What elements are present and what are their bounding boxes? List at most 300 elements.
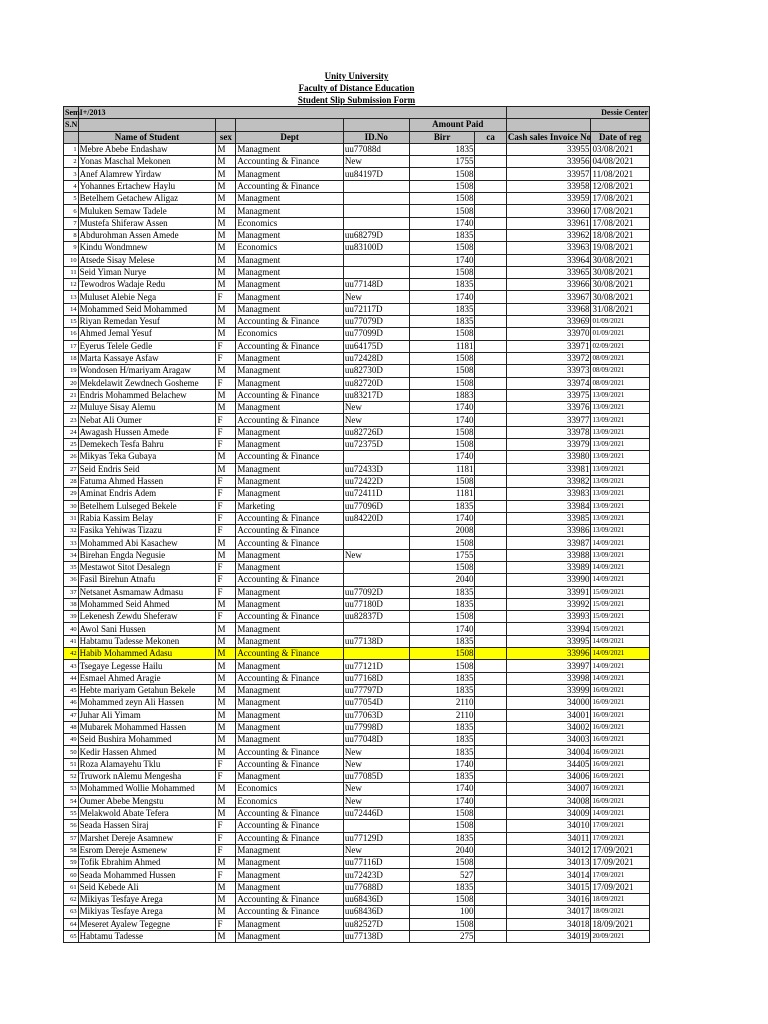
cell-sex: M xyxy=(216,156,236,168)
cell-birr: 1835 xyxy=(409,832,475,844)
cell-invoice: 33999 xyxy=(506,684,591,696)
cell-date: 17/09/2021 xyxy=(591,832,650,844)
table-row xyxy=(64,918,650,930)
cell-dept: Economics xyxy=(236,328,344,340)
cell-invoice: 33986 xyxy=(506,525,591,537)
cell-invoice: 33962 xyxy=(506,229,591,241)
cell-date: 13/09/2021 xyxy=(591,512,650,524)
cell-birr: 1835 xyxy=(409,684,475,696)
cell-sn: 56 xyxy=(64,820,79,832)
cell-ca xyxy=(475,894,506,906)
table-row xyxy=(64,881,650,893)
table-row xyxy=(64,242,650,254)
cell-date: 14/09/2021 xyxy=(591,672,650,684)
cell-name: Roza Alamayehu Tklu xyxy=(78,758,216,770)
cell-birr: 1508 xyxy=(409,857,475,869)
cell-birr: 2008 xyxy=(409,525,475,537)
cell-sn: 4 xyxy=(64,180,79,192)
cell-ca xyxy=(475,561,506,573)
cell-dept: Managment xyxy=(236,586,344,598)
cell-birr: 1740 xyxy=(409,512,475,524)
cell-dept: Managment xyxy=(236,844,344,856)
cell-name: Marshet Dereje Asamnew xyxy=(78,832,216,844)
cell-sn: 2 xyxy=(64,156,79,168)
cell-dept: Managment xyxy=(236,697,344,709)
table-row xyxy=(64,180,650,192)
cell-sex: M xyxy=(216,906,236,918)
cell-sex: M xyxy=(216,328,236,340)
cell-birr: 1740 xyxy=(409,217,475,229)
cell-invoice: 33979 xyxy=(506,439,591,451)
cell-sex: M xyxy=(216,279,236,291)
table-row xyxy=(64,906,650,918)
cell-name: Netsanet Asmamaw Admasu xyxy=(78,586,216,598)
cell-name: Anef Alamrew Yirdaw xyxy=(78,168,216,180)
cell-id: uu77688D xyxy=(343,881,409,893)
cell-date: 17/09/2021 xyxy=(591,881,650,893)
cell-dept: Managment xyxy=(236,734,344,746)
cell-invoice: 34013 xyxy=(506,857,591,869)
cell-invoice: 33976 xyxy=(506,402,591,414)
table-row xyxy=(64,340,650,352)
cell-birr: 1508 xyxy=(409,377,475,389)
table-row xyxy=(64,525,650,537)
table-row xyxy=(64,807,650,819)
cell-name: Mikiyas Tesfaye Arega xyxy=(78,906,216,918)
cell-ca xyxy=(475,512,506,524)
cell-id: uu83217D xyxy=(343,389,409,401)
sem-value: I+/2013 xyxy=(78,107,506,119)
cell-dept: Managment xyxy=(236,168,344,180)
cell-id: New xyxy=(343,549,409,561)
cell-sn: 33 xyxy=(64,537,79,549)
cell-dept: Accounting & Finance xyxy=(236,414,344,426)
cell-ca xyxy=(475,709,506,721)
table-body xyxy=(64,143,650,942)
cell-id: uu77129D xyxy=(343,832,409,844)
cell-id: uu77092D xyxy=(343,586,409,598)
cell-ca xyxy=(475,439,506,451)
cell-birr: 1508 xyxy=(409,193,475,205)
cell-name: Mubarek Mohammed Hassen xyxy=(78,721,216,733)
table-row xyxy=(64,266,650,278)
cell-id: uu68436D xyxy=(343,894,409,906)
cell-invoice: 34001 xyxy=(506,709,591,721)
cell-sn: 41 xyxy=(64,635,79,647)
cell-date: 18/09/2021 xyxy=(591,918,650,930)
cell-sn: 58 xyxy=(64,844,79,856)
cell-name: Yohannes Ertachew Haylu xyxy=(78,180,216,192)
cell-sex: M xyxy=(216,537,236,549)
cell-sn: 13 xyxy=(64,291,79,303)
cell-ca xyxy=(475,832,506,844)
cell-sn: 27 xyxy=(64,463,79,475)
cell-sn: 18 xyxy=(64,352,79,364)
cell-sex: M xyxy=(216,205,236,217)
cell-birr: 1508 xyxy=(409,242,475,254)
table-row xyxy=(64,475,650,487)
cell-id: New xyxy=(343,746,409,758)
cell-id: uu68279D xyxy=(343,229,409,241)
cell-dept: Managment xyxy=(236,869,344,881)
table-row xyxy=(64,414,650,426)
cell-date: 30/08/2021 xyxy=(591,291,650,303)
cell-date: 18/09/2021 xyxy=(591,894,650,906)
cell-ca xyxy=(475,807,506,819)
cell-date: 14/09/2021 xyxy=(591,648,650,660)
cell-id: New xyxy=(343,795,409,807)
cell-sn: 21 xyxy=(64,389,79,401)
form-title: Student Slip Submission Form xyxy=(297,95,416,105)
cell-dept: Accounting & Finance xyxy=(236,180,344,192)
cell-name: Habtamu Tadesse xyxy=(78,930,216,942)
table-row xyxy=(64,463,650,475)
cell-date: 14/09/2021 xyxy=(591,635,650,647)
cell-date: 16/09/2021 xyxy=(591,795,650,807)
cell-date: 02/09/2021 xyxy=(591,340,650,352)
cell-invoice: 33982 xyxy=(506,475,591,487)
cell-date: 14/09/2021 xyxy=(591,537,650,549)
table-row xyxy=(64,451,650,463)
cell-id: uu77121D xyxy=(343,660,409,672)
cell-id: uu77148D xyxy=(343,279,409,291)
table-row xyxy=(64,820,650,832)
table-row xyxy=(64,205,650,217)
cell-ca xyxy=(475,857,506,869)
cell-sn: 14 xyxy=(64,303,79,315)
table-row xyxy=(64,746,650,758)
cell-name: Seid Yiman Nurye xyxy=(78,266,216,278)
university-name: Unity University xyxy=(324,71,389,81)
cell-dept: Economics xyxy=(236,795,344,807)
cell-date: 16/09/2021 xyxy=(591,783,650,795)
cell-date: 03/08/2021 xyxy=(591,143,650,155)
cell-invoice: 34000 xyxy=(506,697,591,709)
cell-sex: M xyxy=(216,648,236,660)
cell-birr: 2110 xyxy=(409,709,475,721)
cell-sn: 29 xyxy=(64,488,79,500)
cell-date: 13/09/2021 xyxy=(591,463,650,475)
cell-id: uu82730D xyxy=(343,365,409,377)
table-row xyxy=(64,303,650,315)
cell-date: 17/08/2021 xyxy=(591,217,650,229)
table-row xyxy=(64,316,650,328)
cell-dept: Managment xyxy=(236,930,344,942)
cell-name: Oumer Abebe Mengstu xyxy=(78,795,216,807)
cell-id: uu72423D xyxy=(343,869,409,881)
cell-invoice: 33994 xyxy=(506,623,591,635)
cell-birr: 1835 xyxy=(409,734,475,746)
birr-header: Birr xyxy=(409,131,475,143)
cell-invoice: 33988 xyxy=(506,549,591,561)
cell-sex: F xyxy=(216,291,236,303)
cell-ca xyxy=(475,488,506,500)
cell-dept: Managment xyxy=(236,229,344,241)
cell-invoice: 33981 xyxy=(506,463,591,475)
cell-id: New xyxy=(343,156,409,168)
cell-dept: Managment xyxy=(236,709,344,721)
cell-birr: 1835 xyxy=(409,143,475,155)
cell-sex: F xyxy=(216,758,236,770)
cell-date: 01/09/2021 xyxy=(591,328,650,340)
cell-ca xyxy=(475,389,506,401)
cell-name: Nebat Ali Oumer xyxy=(78,414,216,426)
cell-date: 30/08/2021 xyxy=(591,266,650,278)
cell-ca xyxy=(475,758,506,770)
cell-sex: F xyxy=(216,574,236,586)
cell-name: Juhar Ali Yimam xyxy=(78,709,216,721)
cell-birr: 1508 xyxy=(409,918,475,930)
cell-dept: Managment xyxy=(236,377,344,389)
cell-dept: Accounting & Finance xyxy=(236,340,344,352)
cell-name: Riyan Remedan Yesuf xyxy=(78,316,216,328)
cell-sex: M xyxy=(216,266,236,278)
cell-name: Tofik Ebrahim Ahmed xyxy=(78,857,216,869)
cell-date: 13/09/2021 xyxy=(591,500,650,512)
cell-date: 17/09/2021 xyxy=(591,869,650,881)
cell-ca xyxy=(475,623,506,635)
cell-sex: M xyxy=(216,463,236,475)
cell-id xyxy=(343,648,409,660)
cell-id: uu77048D xyxy=(343,734,409,746)
cell-id: uu72411D xyxy=(343,488,409,500)
cell-dept: Managment xyxy=(236,857,344,869)
cell-dept: Managment xyxy=(236,549,344,561)
cell-date: 15/09/2021 xyxy=(591,598,650,610)
cell-invoice: 33983 xyxy=(506,488,591,500)
cell-invoice: 34008 xyxy=(506,795,591,807)
cell-name: Mohammed Seid Mohammed xyxy=(78,303,216,315)
cell-birr: 1835 xyxy=(409,881,475,893)
cell-ca xyxy=(475,205,506,217)
cell-birr: 1508 xyxy=(409,352,475,364)
table-row xyxy=(64,439,650,451)
cell-invoice: 34017 xyxy=(506,906,591,918)
cell-dept: Managment xyxy=(236,635,344,647)
table-row xyxy=(64,771,650,783)
cell-ca xyxy=(475,611,506,623)
cell-id: New xyxy=(343,402,409,414)
header-row-1 xyxy=(64,119,650,131)
cell-sex: F xyxy=(216,488,236,500)
cell-id: uu72433D xyxy=(343,463,409,475)
cell-invoice: 33975 xyxy=(506,389,591,401)
cell-birr: 1508 xyxy=(409,611,475,623)
table-row xyxy=(64,389,650,401)
table-row xyxy=(64,795,650,807)
cell-sex: M xyxy=(216,402,236,414)
table-row xyxy=(64,549,650,561)
cell-dept: Accounting & Finance xyxy=(236,537,344,549)
name-header: Name of Student xyxy=(78,131,216,143)
cell-id: New xyxy=(343,758,409,770)
cell-sex: M xyxy=(216,242,236,254)
cell-name: Betelhem Getachew Aligaz xyxy=(78,193,216,205)
cell-sn: 42 xyxy=(64,648,79,660)
cell-invoice: 33961 xyxy=(506,217,591,229)
cell-date: 19/08/2021 xyxy=(591,242,650,254)
table-row xyxy=(64,857,650,869)
cell-invoice: 33959 xyxy=(506,193,591,205)
cell-dept: Managment xyxy=(236,143,344,155)
cell-sn: 25 xyxy=(64,439,79,451)
cell-id xyxy=(343,217,409,229)
cell-ca xyxy=(475,279,506,291)
cell-sn: 19 xyxy=(64,365,79,377)
cell-sex: M xyxy=(216,598,236,610)
cell-sex: F xyxy=(216,918,236,930)
cell-date: 16/09/2021 xyxy=(591,709,650,721)
cell-invoice: 33969 xyxy=(506,316,591,328)
cell-birr: 527 xyxy=(409,869,475,881)
cell-sn: 61 xyxy=(64,881,79,893)
cell-id xyxy=(343,537,409,549)
cell-dept: Economics xyxy=(236,242,344,254)
cell-name: Truwork nAlemu Mengesha xyxy=(78,771,216,783)
cell-date: 17/08/2021 xyxy=(591,193,650,205)
cell-ca xyxy=(475,475,506,487)
cell-birr: 1508 xyxy=(409,894,475,906)
cell-sn: 57 xyxy=(64,832,79,844)
cell-id: uu77085D xyxy=(343,771,409,783)
cell-date: 13/09/2021 xyxy=(591,439,650,451)
cell-invoice: 34010 xyxy=(506,820,591,832)
cell-sn: 9 xyxy=(64,242,79,254)
cell-id: uu82720D xyxy=(343,377,409,389)
cell-id: uu77116D xyxy=(343,857,409,869)
cell-sex: M xyxy=(216,365,236,377)
cell-birr: 1508 xyxy=(409,180,475,192)
cell-ca xyxy=(475,672,506,684)
cell-sn: 37 xyxy=(64,586,79,598)
cell-date: 15/09/2021 xyxy=(591,611,650,623)
cell-invoice: 33997 xyxy=(506,660,591,672)
cell-name: Mohammed Abi Kasachew xyxy=(78,537,216,549)
cell-dept: Economics xyxy=(236,217,344,229)
table-row xyxy=(64,217,650,229)
cell-invoice: 33967 xyxy=(506,291,591,303)
cell-date: 13/09/2021 xyxy=(591,451,650,463)
cell-name: Habib Mohammed Adasu xyxy=(78,648,216,660)
cell-birr: 1508 xyxy=(409,475,475,487)
cell-name: Mestawot Sitot Desalegn xyxy=(78,561,216,573)
cell-ca xyxy=(475,734,506,746)
cell-ca xyxy=(475,684,506,696)
cell-date: 17/09/2021 xyxy=(591,844,650,856)
cell-dept: Managment xyxy=(236,561,344,573)
cell-dept: Accounting & Finance xyxy=(236,611,344,623)
cell-ca xyxy=(475,771,506,783)
sex-header: sex xyxy=(216,131,236,143)
cell-id: uu84197D xyxy=(343,168,409,180)
table-row xyxy=(64,894,650,906)
cell-dept: Managment xyxy=(236,439,344,451)
cell-name: Muluye Sisay Alemu xyxy=(78,402,216,414)
cell-date: 13/09/2021 xyxy=(591,389,650,401)
cell-ca xyxy=(475,697,506,709)
cell-birr: 1181 xyxy=(409,488,475,500)
cell-name: Abdurohman Assen Amede xyxy=(78,229,216,241)
cell-birr: 1755 xyxy=(409,549,475,561)
cell-birr: 1508 xyxy=(409,365,475,377)
cell-name: Melakwold Abate Tefera xyxy=(78,807,216,819)
header-row-2 xyxy=(64,131,650,143)
cell-sex: F xyxy=(216,844,236,856)
cell-sn: 12 xyxy=(64,279,79,291)
cell-sn: 28 xyxy=(64,475,79,487)
cell-invoice: 34019 xyxy=(506,930,591,942)
cell-name: Kindu Wondmnew xyxy=(78,242,216,254)
cell-sn: 59 xyxy=(64,857,79,869)
cell-sn: 47 xyxy=(64,709,79,721)
cell-date: 18/08/2021 xyxy=(591,229,650,241)
cell-date: 08/09/2021 xyxy=(591,352,650,364)
cell-birr: 1883 xyxy=(409,389,475,401)
cell-dept: Accounting & Finance xyxy=(236,832,344,844)
cell-name: Mikyas Teka Gubaya xyxy=(78,451,216,463)
cell-ca xyxy=(475,414,506,426)
cell-sex: M xyxy=(216,180,236,192)
cell-name: Mustefa Shiferaw Assen xyxy=(78,217,216,229)
cell-sex: F xyxy=(216,500,236,512)
cell-invoice: 33998 xyxy=(506,672,591,684)
cell-invoice: 33993 xyxy=(506,611,591,623)
cell-dept: Accounting & Finance xyxy=(236,758,344,770)
cell-birr: 1835 xyxy=(409,598,475,610)
sem-label: Sem xyxy=(65,108,80,118)
cell-birr: 1835 xyxy=(409,721,475,733)
table-row xyxy=(64,279,650,291)
cell-birr: 2040 xyxy=(409,844,475,856)
cell-invoice: 33963 xyxy=(506,242,591,254)
cell-dept: Accounting & Finance xyxy=(236,672,344,684)
cell-id xyxy=(343,205,409,217)
table-row xyxy=(64,352,650,364)
cell-id: uu72428D xyxy=(343,352,409,364)
cell-date: 14/09/2021 xyxy=(591,807,650,819)
cell-dept: Accounting & Finance xyxy=(236,746,344,758)
cell-invoice: 33990 xyxy=(506,574,591,586)
cell-id: uu83100D xyxy=(343,242,409,254)
table-row xyxy=(64,930,650,942)
cell-date: 20/09/2021 xyxy=(591,930,650,942)
cell-birr: 1740 xyxy=(409,623,475,635)
cell-sex: M xyxy=(216,721,236,733)
cell-sn: 64 xyxy=(64,918,79,930)
table-row xyxy=(64,721,650,733)
cell-ca xyxy=(475,537,506,549)
cell-invoice: 33958 xyxy=(506,180,591,192)
cell-dept: Managment xyxy=(236,475,344,487)
cell-sn: 24 xyxy=(64,426,79,438)
cell-sex: M xyxy=(216,549,236,561)
cell-sex: M xyxy=(216,734,236,746)
cell-id: uu77088d xyxy=(343,143,409,155)
cell-ca xyxy=(475,783,506,795)
cell-id: uu82726D xyxy=(343,426,409,438)
cell-sn: 35 xyxy=(64,561,79,573)
cell-sn: 51 xyxy=(64,758,79,770)
cell-sn: 8 xyxy=(64,229,79,241)
cell-sex: F xyxy=(216,832,236,844)
cell-ca xyxy=(475,500,506,512)
cell-birr: 1835 xyxy=(409,229,475,241)
cell-dept: Managment xyxy=(236,254,344,266)
semester-row xyxy=(64,107,650,119)
table-row xyxy=(64,500,650,512)
cell-sex: M xyxy=(216,217,236,229)
cell-date: 18/09/2021 xyxy=(591,906,650,918)
